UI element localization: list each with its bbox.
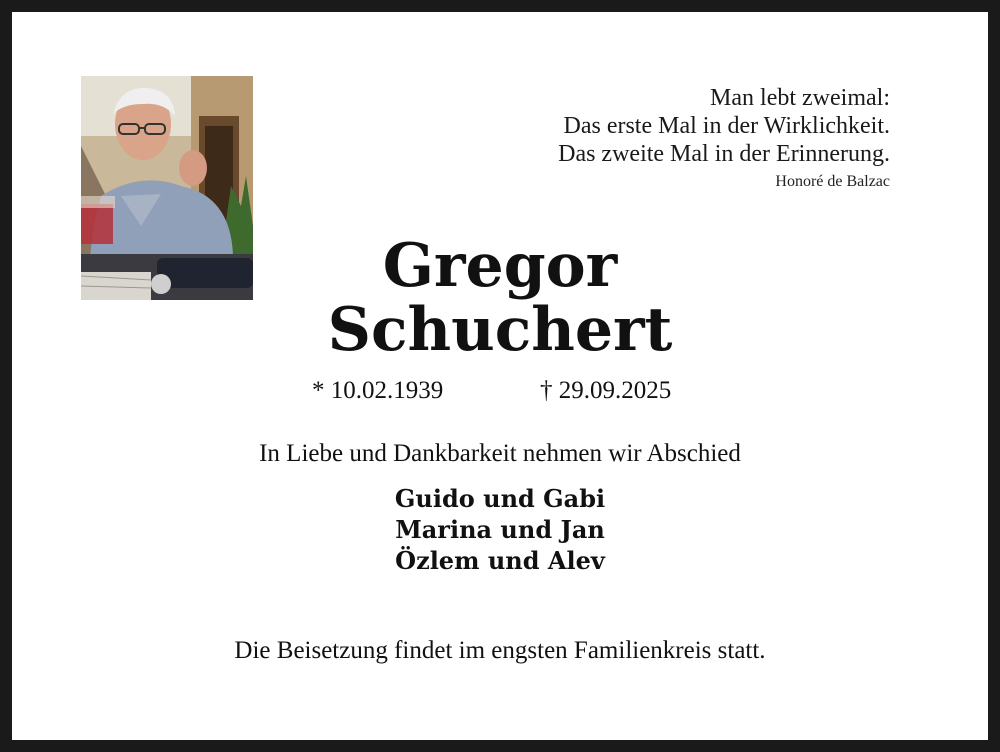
funeral-note: Die Beisetzung findet im engsten Familienkreis statt. xyxy=(234,637,766,664)
quote-author: Honoré de Balzac xyxy=(775,173,890,190)
obituary-card xyxy=(12,12,988,740)
family-list xyxy=(12,483,988,576)
quote-line: Das zweite Mal in der Erinnerung. xyxy=(558,141,890,167)
family-member: Guido und Gabi xyxy=(394,484,606,513)
deceased-first-name: Gregor xyxy=(382,231,618,301)
deceased-last-name: Schuchert xyxy=(327,295,673,365)
death-date: † 29.09.2025 xyxy=(540,377,672,404)
quote-line: Man lebt zweimal: xyxy=(710,85,890,111)
quote-block xyxy=(558,84,890,194)
family-member: Özlem und Alev xyxy=(395,546,605,575)
birth-date: * 10.02.1939 xyxy=(312,377,444,404)
farewell-text: In Liebe und Dankbarkeit nehmen wir Abschied xyxy=(259,440,741,467)
quote-line: Das erste Mal in der Wirklichkeit. xyxy=(563,113,890,139)
family-member: Marina und Jan xyxy=(395,515,605,544)
